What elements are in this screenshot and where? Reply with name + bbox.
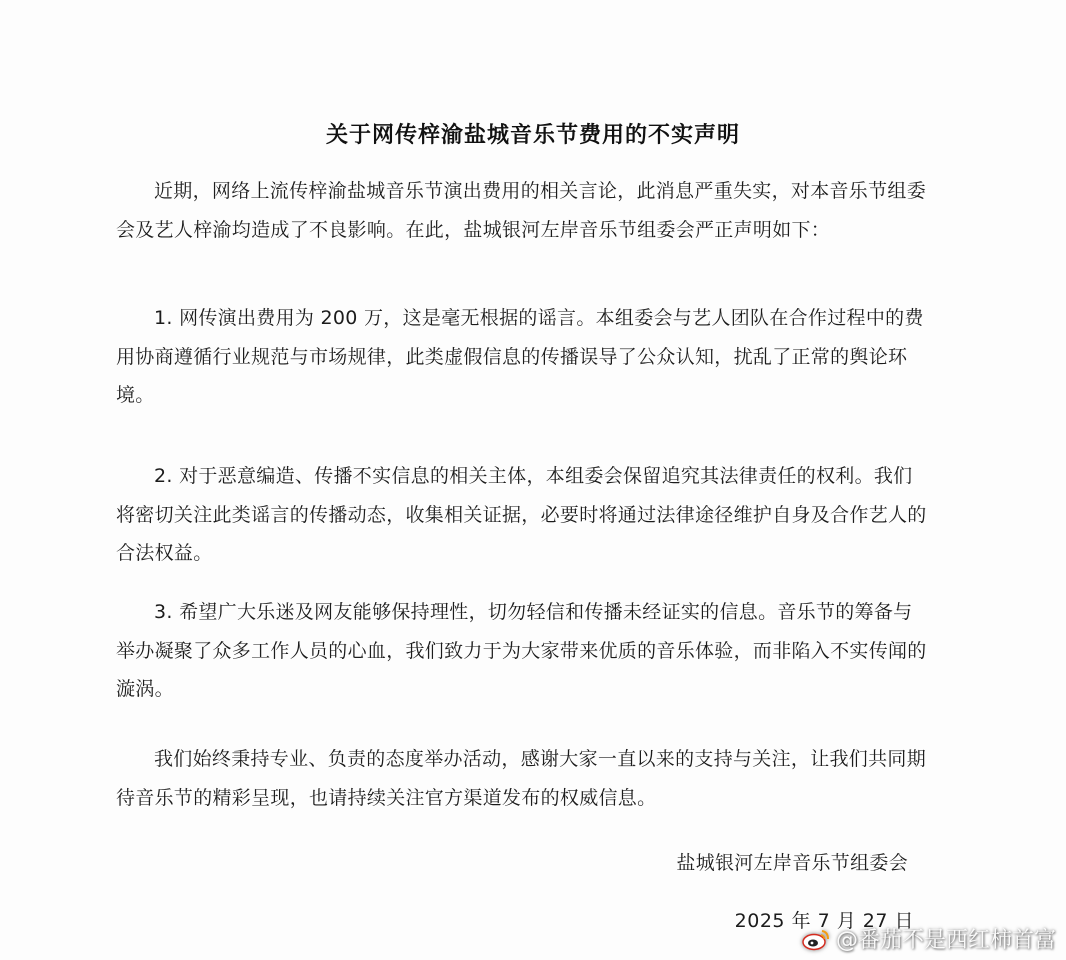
point-1-paragraph: 1. 网传演出费用为 200 万，这是毫无根据的谣言。本组委会与艺人团队在合作过程中的费用协商遵循行业规范与市场规律，此类虚假信息的传播误导了公众认知，扰乱了正常的舆论环境。 [116, 307, 924, 406]
date: 2025 年 7 月 27 日 [734, 910, 914, 932]
watermark [802, 923, 1056, 954]
point-3-paragraph: 3. 希望广大乐迷及网友能够保持理性，切勿轻信和传播未经证实的信息。音乐节的筹备与举办凝聚了众多工作人员的心血，我们致力于为大家带来优质的音乐体验，而非陷入不实传闻的漩涡。 [116, 601, 927, 700]
point-2-paragraph: 2. 对于恶意编造、传播不实信息的相关主体，本组委会保留追究其法律责任的权利。我们将密切关注此类谣言的传播动态，收集相关证据，必要时将通过法律途径维护自身及合作艺人的合法权益。 [116, 465, 927, 564]
watermark-text: @番茄不是西红柿首富 [835, 928, 1056, 953]
signature: 盐城银河左岸音乐节组委会 [676, 852, 908, 874]
closing-paragraph: 我们始终秉持专业、负责的态度举办活动，感谢大家一直以来的支持与关注，让我们共同期待音乐节的精彩呈现，也请持续关注官方渠道发布的权威信息。 [116, 748, 927, 809]
weibo-icon [802, 927, 830, 951]
intro-paragraph: 近期，网络上流传梓渝盐城音乐节演出费用的相关言论，此消息严重失实，对本音乐节组委会及艺人梓渝均造成了不良影响。在此，盐城银河左岸音乐节组委会严正声明如下： [116, 180, 927, 241]
document-title: 关于网传梓渝盐城音乐节费用的不实声明 [325, 123, 740, 148]
